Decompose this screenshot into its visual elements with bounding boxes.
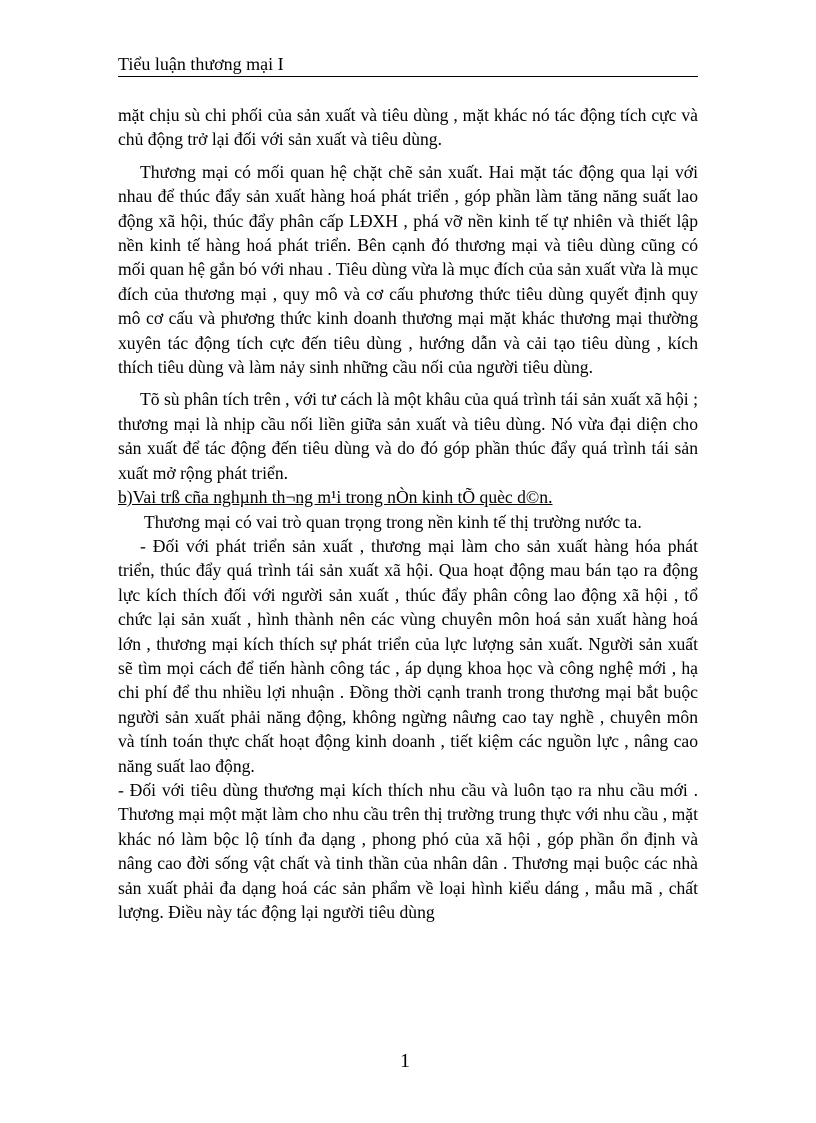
paragraph-6: - Đối với tiêu dùng thương mại kích thích nhu cầu và luôn tạo ra nhu cầu mới . Thương mại một mặt làm cho nhu cầu trên thị trường trung thực với nhu cầu , mặt khác nó làm bộc lộ tính đa dạng , phong phó của xã hội , góp phần ổn định và nâng cao đời sống vật chất và tinh thần của nhân dân . Thương mại buộc các nhà sản xuất phải đa dạng hoá các sản phẩm về loại hình kiểu dáng , mẫu mã , chất lượng. Điều này tác động lại người tiêu dùng — [118, 779, 698, 922]
page-header — [118, 52, 698, 77]
page-number: 1 — [400, 1050, 410, 1072]
paragraph-3: Tõ sù phân tích trên , với tư cách là một khâu của quá trình tái sản xuất xã hội ; thương mại là nhịp cầu nối liền giữa sản xuất và tiêu dùng. Nó vừa đại diện cho sản xuất để tác động đến tiêu dùng và do đó góp phần thúc đẩy quá trình tái sản xuất mở rộng phát triển. — [118, 389, 698, 483]
paragraph-4: Thương mại có vai trò quan trọng trong nền kinh tế thị trường nước ta. — [144, 511, 642, 532]
section-heading: b)Vai trß cña nghµnh th¬ng m¹i trong nÒn kinh tÕ quèc d©n. — [118, 487, 553, 508]
header-title: Tiểu luận thương mại I — [118, 54, 284, 74]
paragraph-2: Thương mại có mối quan hệ chặt chẽ sản xuất. Hai mặt tác động qua lại với nhau để thúc đẩy sản xuất hàng hoá phát triển , góp phần làm tăng năng suất lao động xã hội, thúc đẩy phân cấp LĐXH , phá vỡ nền kinh tế tự nhiên và thiết lập nền kinh tế hàng hoá phát triển. Bên cạnh đó thương mại và tiêu dùng cũng có mối quan hệ gắn bó với nhau . Tiêu dùng vừa là mục đích của sản xuất vừa là mục đích của thương mại , quy mô và cơ cấu phương thức tiêu dùng quyết định quy mô cơ cấu và phương thức kinh doanh thương mại mặt khác thương mại thường xuyên tác động tích cực đến tiêu dùng , hướng dẫn và cải tạo tiêu dùng , kích thích tiêu dùng và làm nảy sinh những cầu nối của người tiêu dùng. — [118, 161, 698, 378]
document-body — [118, 103, 698, 924]
paragraph-5: - Đối với phát triển sản xuất , thương mại làm cho sản xuất hàng hóa phát triển, thúc đẩy quá trình tái sản xuất xã hội. Qua hoạt động mau bán tạo ra động lực kích thích đối với người sản xuất , thúc đẩy phân công lao động xã hội , tổ chức lại sản xuất , hình thành nên các vùng chuyên môn hoá sản xuất hàng hoá lớn , thương mại kích thích sự phát triển của lực lượng sản xuất. Người sản xuất sẽ tìm mọi cách để tiến hành công tác , áp dụng khoa học và công nghệ mới , hạ chi phí để thu nhiều lợi nhuận . Đồng thời cạnh tranh trong thương mại bắt buộc người sản xuất phải năng động, không ngừng nâưng cao tay nghề , chuyên môn và tính toán thực chất hoạt động kinh doanh , tiết kiệm các nguồn lực , nâng cao năng suất lao động. — [118, 535, 698, 776]
paragraph-1: mặt chịu sù chi phối của sản xuất và tiêu dùng , mặt khác nó tác động tích cực và chủ động trở lại đối với sản xuất và tiêu dùng. — [118, 105, 698, 150]
